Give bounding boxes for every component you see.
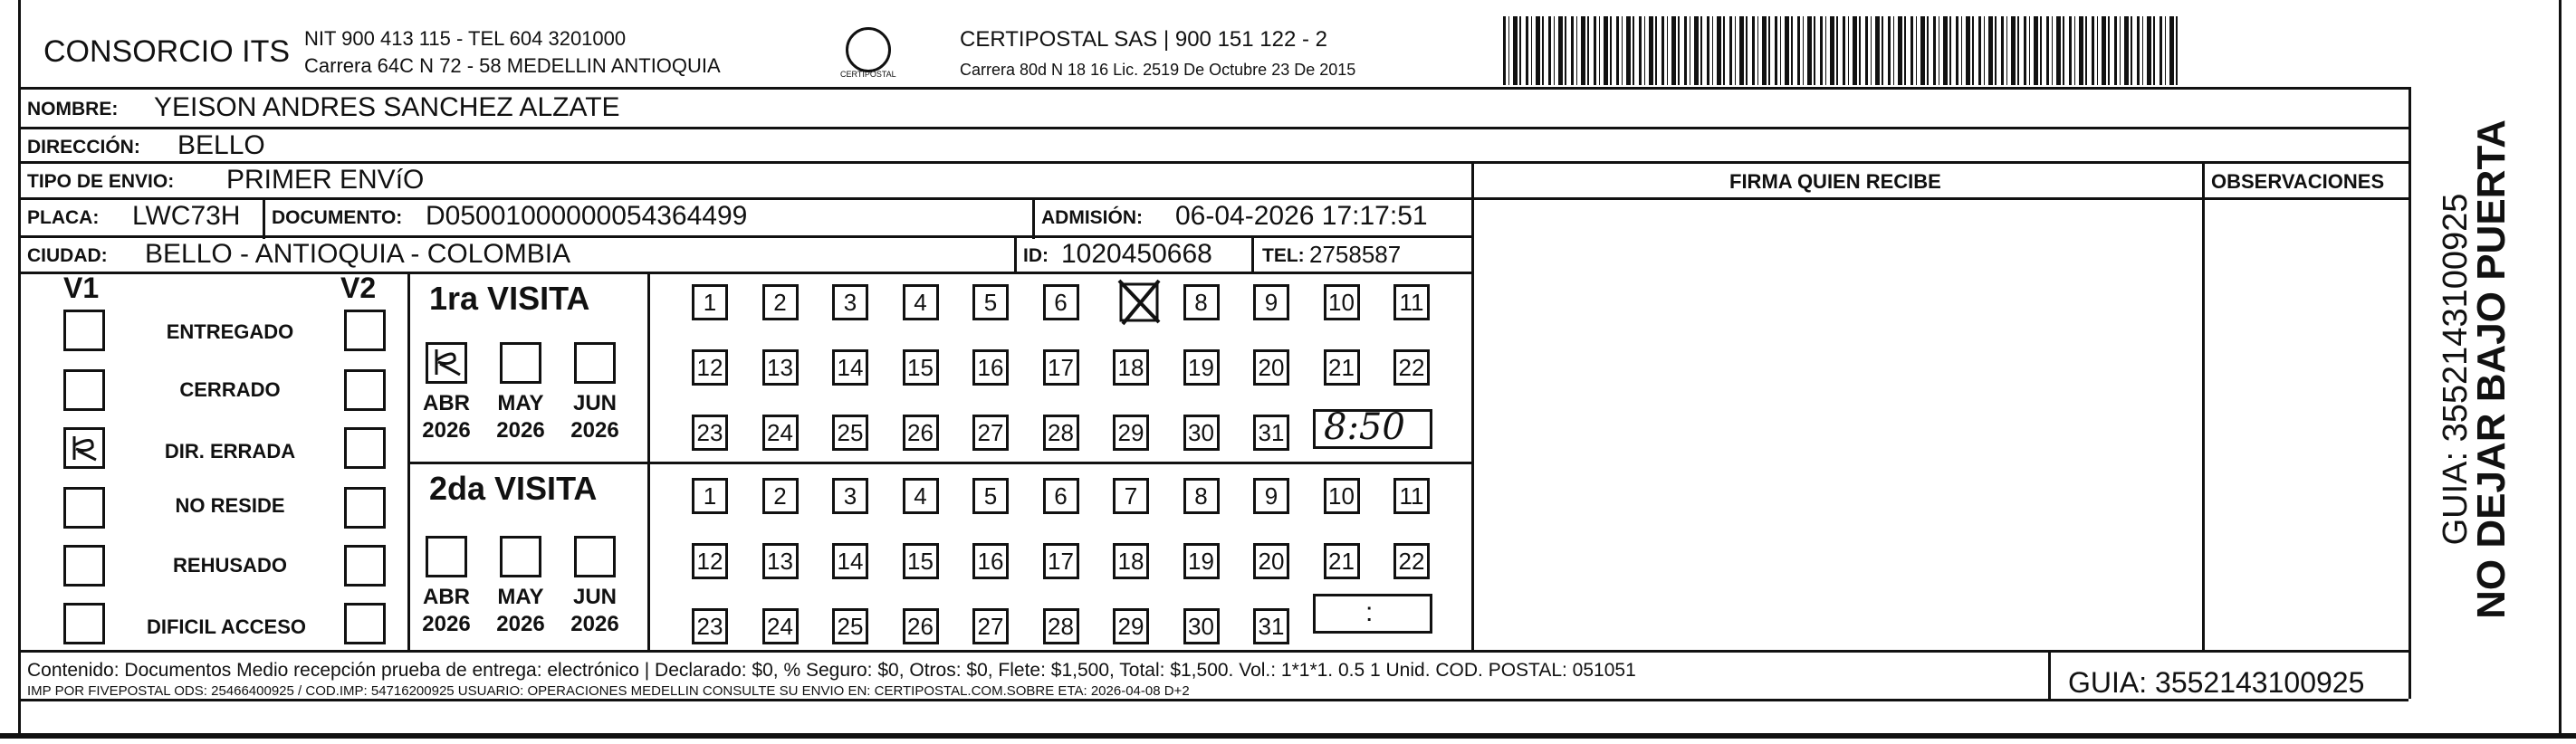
v2-checkbox-cerrado[interactable] (344, 369, 386, 411)
handwritten-x-mark-icon (1114, 275, 1164, 326)
day-box-16[interactable]: 16 (972, 349, 1009, 386)
nit-line: NIT 900 413 115 - TEL 604 3201000 (304, 27, 627, 50)
v1-checkbox-entregado[interactable] (63, 310, 105, 351)
day-box-29[interactable]: 29 (1113, 608, 1149, 644)
second-year-may: 2026 (496, 612, 545, 636)
admision-value: 06-04-2026 17:17:51 (1175, 201, 1428, 231)
certipostal-logo-icon (846, 27, 891, 72)
certipostal-address: Carrera 80d N 18 16 Lic. 2519 De Octubre 23 De 2015 (960, 61, 1356, 79)
day-box-4[interactable]: 4 (903, 284, 939, 320)
v1-checkbox-cerrado[interactable] (63, 369, 105, 411)
day-box-28[interactable]: 28 (1043, 415, 1079, 451)
first-month-abr: ABR (423, 391, 470, 415)
day-box-8[interactable]: 8 (1183, 284, 1220, 320)
status-dir-errada: DIR. ERRADA (164, 440, 296, 463)
day-box-13[interactable]: 13 (762, 349, 799, 386)
day-box-9[interactable]: 9 (1253, 284, 1289, 320)
day-box-12[interactable]: 12 (692, 543, 728, 579)
contenido-line: Contenido: Documentos Medio recepción prueba de entrega: electrónico | Declarado: $0, % Seguro: $0, Otros: $0, Flete: $1,500, Total: $1,500. Vol.: 1*1*1. 0.5 1 Unid. COD. POSTAL: 051051 (27, 660, 1636, 681)
side-guia: GUIA: 3552143100925 (2437, 193, 2475, 546)
footer-guia: GUIA: 3552143100925 (2068, 666, 2365, 699)
day-box-27[interactable]: 27 (972, 608, 1009, 644)
v1-label: V1 (63, 272, 100, 304)
day-box-21[interactable]: 21 (1324, 543, 1360, 579)
placa-label: PLACA: (27, 207, 100, 228)
day-box-22[interactable]: 22 (1393, 349, 1430, 386)
v2-checkbox-no-reside[interactable] (344, 487, 386, 529)
no-dejar-bajo-puerta: NO DEJAR BAJO PUERTA (2469, 119, 2514, 619)
tel-label: TEL: (1262, 245, 1305, 266)
day-box-4[interactable]: 4 (903, 478, 939, 514)
day-box-17[interactable]: 17 (1043, 543, 1079, 579)
tipo-envio-value: PRIMER ENVíO (226, 165, 425, 195)
day-box-9[interactable]: 9 (1253, 478, 1289, 514)
v2-checkbox-entregado[interactable] (344, 310, 386, 351)
first-year-may: 2026 (496, 418, 545, 443)
status-rehusado: REHUSADO (173, 554, 287, 577)
observaciones-label: OBSERVACIONES (2211, 170, 2385, 193)
id-value: 1020450668 (1061, 239, 1212, 269)
day-box-8[interactable]: 8 (1183, 478, 1220, 514)
day-box-18[interactable]: 18 (1113, 543, 1149, 579)
day-box-29[interactable]: 29 (1113, 415, 1149, 451)
second-visit-title: 2da VISITA (429, 470, 598, 507)
certipostal-line: CERTIPOSTAL SAS | 900 151 122 - 2 (960, 27, 1327, 52)
second-year-abr: 2026 (422, 612, 471, 636)
day-box-2[interactable]: 2 (762, 284, 799, 320)
day-box-5[interactable]: 5 (972, 478, 1009, 514)
second-month-abr: ABR (423, 585, 470, 609)
day-box-25[interactable]: 25 (832, 608, 868, 644)
id-label: ID: (1023, 245, 1049, 266)
first-visit-title: 1ra VISITA (429, 280, 590, 317)
day-box-14[interactable]: 14 (832, 349, 868, 386)
documento-value: D05001000000054364499 (426, 201, 748, 231)
second-month-box-may[interactable] (500, 536, 541, 577)
day-box-10[interactable]: 10 (1324, 478, 1360, 514)
day-box-3[interactable]: 3 (832, 284, 868, 320)
day-box-20[interactable]: 20 (1253, 543, 1289, 579)
day-box-21[interactable]: 21 (1324, 349, 1360, 386)
day-box-14[interactable]: 14 (832, 543, 868, 579)
day-box-16[interactable]: 16 (972, 543, 1009, 579)
second-month-may: MAY (497, 585, 544, 609)
v2-checkbox-rehusado[interactable] (344, 545, 386, 587)
imp-line: IMP POR FIVEPOSTAL ODS: 25466400925 / COD.IMP: 54716200925 USUARIO: OPERACIONES MEDELLIN CONSULTE SU ENVIO EN: CERTIPOSTAL.COM.SOBRE ETA: 2026-04-08 D+2 (27, 683, 1190, 699)
ciudad-value: BELLO - ANTIOQUIA - COLOMBIA (145, 239, 571, 269)
company-name: CONSORCIO ITS (43, 34, 291, 69)
day-box-11[interactable]: 11 (1393, 478, 1430, 514)
day-box-23[interactable]: 23 (692, 608, 728, 644)
nombre-label: NOMBRE: (27, 99, 119, 119)
direccion-label: DIRECCIÓN: (27, 137, 140, 157)
tipo-envio-label: TIPO DE ENVIO: (27, 171, 175, 192)
v1-checkbox-no-reside[interactable] (63, 487, 105, 529)
day-box-15[interactable]: 15 (903, 543, 939, 579)
logo-text: CERTIPOSTAL (840, 70, 896, 79)
first-year-jun: 2026 (570, 418, 619, 443)
first-year-abr: 2026 (422, 418, 471, 443)
status-dificil-acceso: DIFICIL ACCESO (146, 615, 306, 638)
day-box-30[interactable]: 30 (1183, 608, 1220, 644)
day-box-6[interactable]: 6 (1043, 478, 1079, 514)
day-box-11[interactable]: 11 (1393, 284, 1430, 320)
second-year-jun: 2026 (570, 612, 619, 636)
placa-value: LWC73H (132, 201, 241, 231)
day-box-1[interactable]: 1 (692, 284, 728, 320)
day-box-15[interactable]: 15 (903, 349, 939, 386)
day-box-6[interactable]: 6 (1043, 284, 1079, 320)
day-box-20[interactable]: 20 (1253, 349, 1289, 386)
nombre-value: YEISON ANDRES SANCHEZ ALZATE (154, 92, 620, 122)
day-box-18[interactable]: 18 (1113, 349, 1149, 386)
day-box-23[interactable]: 23 (692, 415, 728, 451)
day-box-22[interactable]: 22 (1393, 543, 1430, 579)
second-month-box-abr[interactable] (426, 536, 467, 577)
second-month-box-jun[interactable] (574, 536, 616, 577)
address-line: Carrera 64C N 72 - 58 MEDELLIN ANTIOQUIA (304, 54, 721, 77)
status-cerrado: CERRADO (179, 378, 281, 401)
direccion-value: BELLO (177, 130, 265, 160)
handwritten-mark-icon (69, 433, 100, 463)
v1-checkbox-dificil-acceso[interactable] (63, 603, 105, 644)
second-month-jun: JUN (572, 585, 617, 609)
day-box-3[interactable]: 3 (832, 478, 868, 514)
first-month-may: MAY (497, 391, 544, 415)
day-box-31[interactable]: 31 (1253, 415, 1289, 451)
day-box-17[interactable]: 17 (1043, 349, 1079, 386)
day-box-13[interactable]: 13 (762, 543, 799, 579)
ciudad-label: CIUDAD: (27, 245, 108, 266)
firma-label: FIRMA QUIEN RECIBE (1729, 170, 1941, 193)
day-box-2[interactable]: 2 (762, 478, 799, 514)
second-visit-time: : (1365, 597, 1374, 627)
v2-checkbox-dir-errada[interactable] (344, 427, 386, 469)
day-box-25[interactable]: 25 (832, 415, 868, 451)
first-month-box-may[interactable] (500, 342, 541, 384)
first-month-jun: JUN (572, 391, 617, 415)
first-visit-time: 8:50 (1324, 406, 1405, 448)
day-box-27[interactable]: 27 (972, 415, 1009, 451)
v2-checkbox-dificil-acceso[interactable] (344, 603, 386, 644)
v2-label: V2 (340, 272, 377, 304)
barcode-image (1503, 16, 2182, 85)
day-box-28[interactable]: 28 (1043, 608, 1079, 644)
handwritten-mark-icon (429, 344, 465, 380)
documento-label: DOCUMENTO: (272, 207, 403, 228)
day-box-24[interactable]: 24 (762, 608, 799, 644)
day-box-19[interactable]: 19 (1183, 349, 1220, 386)
first-month-box-jun[interactable] (574, 342, 616, 384)
admision-label: ADMISIÓN: (1041, 207, 1143, 228)
day-box-7[interactable]: 7 (1113, 478, 1149, 514)
tel-value: 2758587 (1309, 241, 1402, 268)
day-box-19[interactable]: 19 (1183, 543, 1220, 579)
day-box-1[interactable]: 1 (692, 478, 728, 514)
status-no-reside: NO RESIDE (175, 494, 285, 517)
day-box-10[interactable]: 10 (1324, 284, 1360, 320)
day-box-30[interactable]: 30 (1183, 415, 1220, 451)
day-box-5[interactable]: 5 (972, 284, 1009, 320)
day-box-24[interactable]: 24 (762, 415, 799, 451)
day-box-26[interactable]: 26 (903, 608, 939, 644)
day-box-26[interactable]: 26 (903, 415, 939, 451)
status-entregado: ENTREGADO (166, 320, 294, 343)
day-box-31[interactable]: 31 (1253, 608, 1289, 644)
day-box-12[interactable]: 12 (692, 349, 728, 386)
v1-checkbox-rehusado[interactable] (63, 545, 105, 587)
